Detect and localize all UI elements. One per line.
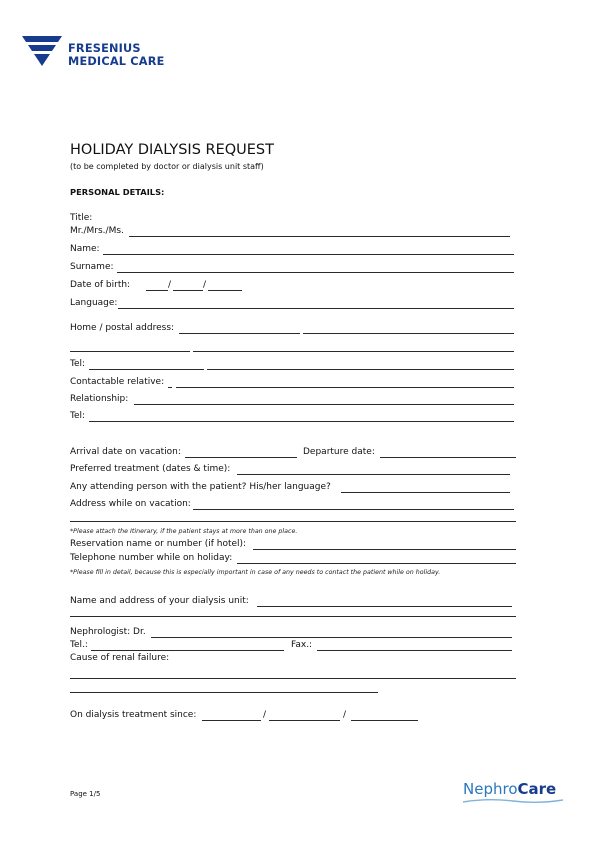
surname-field[interactable]: [117, 272, 514, 273]
reservation-label: Reservation name or number (if hotel):: [70, 539, 247, 549]
dialysis-since-month-field[interactable]: [269, 720, 340, 721]
dob-year-field[interactable]: [208, 290, 242, 291]
dialysis-since-label: On dialysis treatment since:: [70, 710, 197, 720]
dialysis-since-separator-1: /: [263, 710, 267, 720]
vacation-address-field-2[interactable]: [70, 521, 516, 522]
nephrocare-logo: [463, 780, 556, 798]
cause-field-1[interactable]: [70, 678, 516, 679]
tel-label: Tel:: [70, 359, 86, 369]
surname-label: Surname:: [70, 262, 114, 272]
detail-note: *Please fill in detail, because this is especially important in case of any needs to contact the patient while on holiday.: [70, 569, 441, 576]
holiday-telephone-label: Telephone number while on holiday:: [70, 553, 233, 563]
tel-field-a[interactable]: [89, 369, 204, 370]
language-label: Language:: [70, 298, 118, 308]
dialysis-unit-label: Name and address of your dialysis unit:: [70, 596, 249, 606]
dob-separator-2: /: [203, 280, 207, 290]
departure-date-field[interactable]: [380, 457, 516, 458]
unit-tel-field[interactable]: [91, 650, 284, 651]
unit-fax-field[interactable]: [317, 650, 512, 651]
language-field[interactable]: [118, 308, 514, 309]
brand-name: [68, 42, 165, 68]
attending-person-label: Any attending person with the patient? His/her language?: [70, 482, 331, 492]
relationship-field-b[interactable]: [267, 404, 514, 405]
page-number: Page 1/5: [70, 790, 101, 798]
page-subtitle: (to be completed by doctor or dialysis unit staff): [70, 162, 264, 171]
holiday-telephone-field[interactable]: [237, 563, 516, 564]
reservation-field[interactable]: [253, 549, 516, 550]
brand-line-1: FRESENIUS: [68, 42, 141, 55]
itinerary-note: *Please attach the Itinerary, if the patient stays at more than one place.: [70, 528, 298, 535]
home-address-label: Home / postal address:: [70, 323, 175, 333]
nephrocare-logo-part1: Nephro: [463, 780, 518, 798]
contactable-relative-label: Contactable relative:: [70, 377, 165, 387]
dob-day-field[interactable]: [146, 290, 168, 291]
nephrologist-field[interactable]: [151, 637, 512, 638]
nephrologist-label: Nephrologist: Dr.: [70, 627, 146, 637]
title-label: Title:: [70, 213, 93, 223]
arrival-date-label: Arrival date on vacation:: [70, 447, 181, 457]
relationship-label: Relationship:: [70, 394, 129, 404]
dialysis-since-day-field[interactable]: [202, 720, 261, 721]
name-label: Name:: [70, 244, 100, 254]
cause-field-2[interactable]: [70, 692, 378, 693]
home-address-field-2b[interactable]: [193, 351, 514, 352]
arrival-date-field[interactable]: [185, 457, 297, 458]
title-field-extra[interactable]: [248, 236, 510, 237]
attending-person-field[interactable]: [341, 492, 510, 493]
nephrocare-wave-icon: [463, 798, 563, 804]
contactable-relative-field-b[interactable]: [176, 387, 514, 388]
relative-tel-field[interactable]: [89, 421, 514, 422]
departure-date-label: Departure date:: [303, 447, 375, 457]
relationship-field-a[interactable]: [134, 404, 267, 405]
mr-mrs-ms-label: Mr./Mrs./Ms.: [70, 226, 124, 236]
nephrocare-logo-part2: Care: [517, 780, 557, 798]
name-field[interactable]: [103, 254, 514, 255]
preferred-treatment-field[interactable]: [237, 474, 510, 475]
preferred-treatment-label: Preferred treatment (dates & time):: [70, 464, 231, 474]
dob-label: Date of birth:: [70, 280, 131, 290]
dob-month-field[interactable]: [173, 290, 203, 291]
brand-line-2: MEDICAL CARE: [68, 55, 165, 68]
relative-tel-label: Tel:: [70, 411, 86, 421]
dialysis-unit-field-2[interactable]: [70, 616, 516, 617]
home-address-field-1a[interactable]: [179, 333, 300, 334]
cause-label: Cause of renal failure:: [70, 653, 170, 663]
section-heading-personal: PERSONAL DETAILS:: [70, 187, 165, 197]
vacation-address-field-1[interactable]: [193, 509, 514, 510]
tel-field-b[interactable]: [207, 369, 514, 370]
dialysis-since-year-field[interactable]: [351, 720, 418, 721]
vacation-address-label: Address while on vacation:: [70, 499, 191, 509]
title-field[interactable]: [129, 236, 248, 237]
dob-separator-1: /: [168, 280, 172, 290]
dialysis-unit-field-1[interactable]: [257, 606, 512, 607]
contactable-relative-field-a[interactable]: [168, 387, 172, 388]
unit-tel-label: Tel.:: [70, 640, 88, 650]
page-title: HOLIDAY DIALYSIS REQUEST: [70, 142, 274, 158]
home-address-field-1b[interactable]: [303, 333, 514, 334]
home-address-field-2a[interactable]: [70, 351, 190, 352]
dialysis-since-separator-2: /: [343, 710, 347, 720]
unit-fax-label: Fax.:: [291, 640, 313, 650]
fresenius-logo-icon: [22, 36, 62, 68]
